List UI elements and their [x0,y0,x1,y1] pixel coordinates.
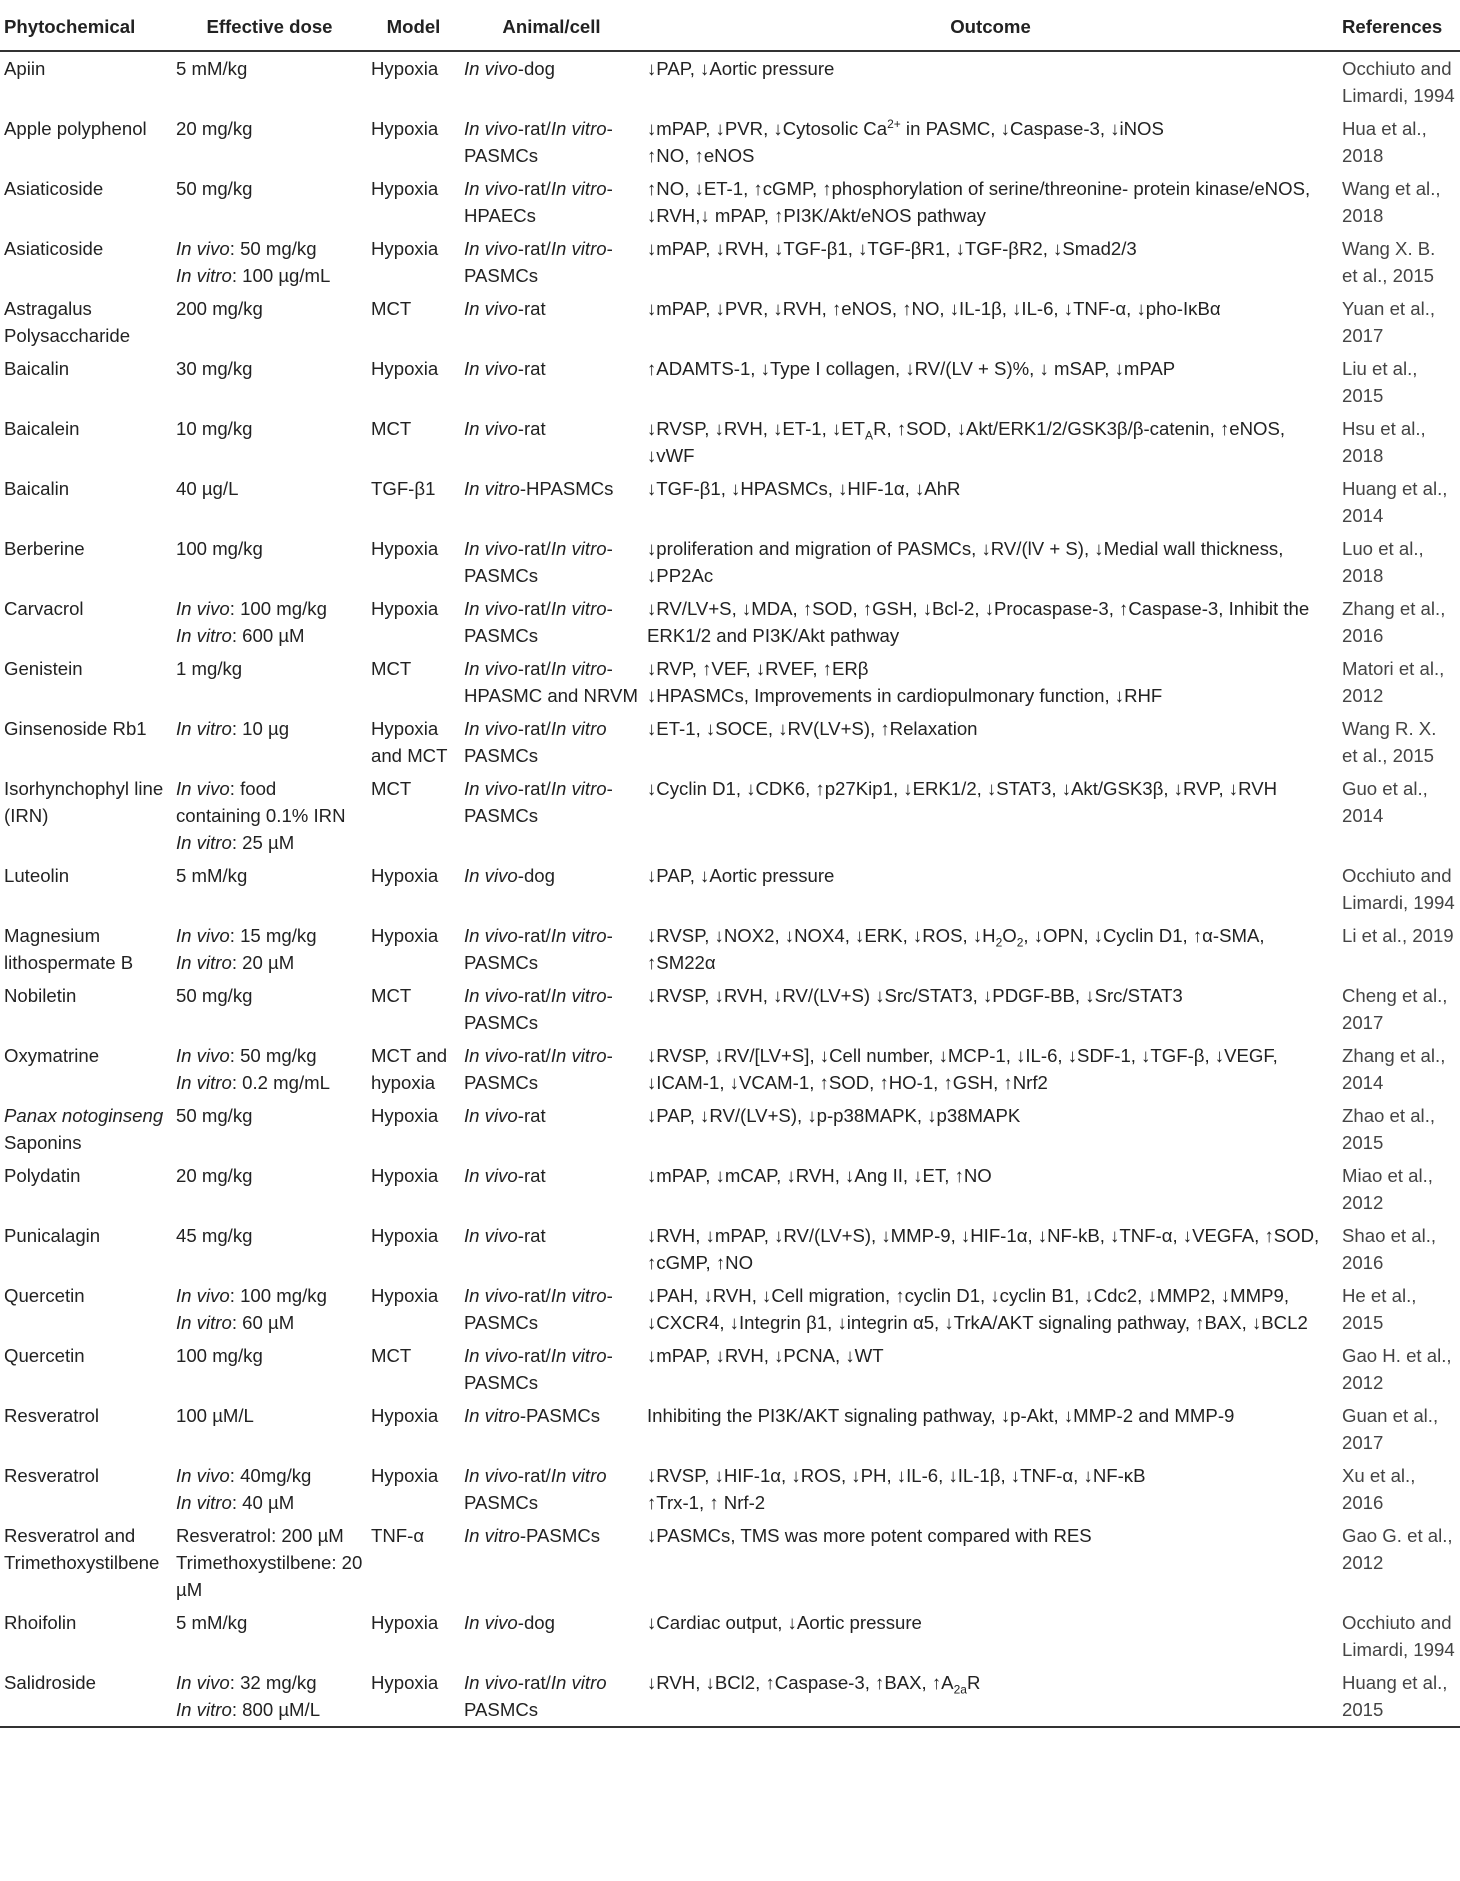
cell-effective-dose: 200 mg/kg [176,298,263,319]
cell-animal-cell: In vivo-dog [464,1612,555,1633]
cell-animal-cell: In vivo-rat [464,358,546,379]
cell-effective-dose: 5 mM/kg [176,58,248,79]
cell-reference: Hsu et al., 2018 [1342,418,1426,466]
cell-effective-dose: Resveratrol: 200 µM Trimethoxystilbene: 20 µM [176,1525,363,1600]
cell-model: MCT and hypoxia [371,1045,448,1093]
table-row [0,919,1460,979]
header-row [0,0,1460,51]
table-row [0,979,1460,1039]
header-phytochemical: Phytochemical [4,15,136,37]
cell-effective-dose: 10 mg/kg [176,418,253,439]
cell-model: Hypoxia [371,1672,439,1693]
cell-model: Hypoxia [371,58,439,79]
cell-model: MCT [371,985,412,1006]
cell-phytochemical: Apple polyphenol [4,118,147,139]
cell-model: Hypoxia [371,538,439,559]
cell-effective-dose: In vivo: 15 mg/kg In vitro: 20 µM [176,925,317,973]
table-row [0,172,1460,232]
cell-phytochemical: Baicalin [4,358,70,379]
table-row [0,592,1460,652]
cell-animal-cell: In vivo-rat/In vitro-PASMCs [464,238,613,286]
cell-effective-dose: In vivo: 40mg/kg In vitro: 40 µM [176,1465,312,1513]
cell-model: Hypoxia [371,1405,439,1426]
cell-phytochemical: Nobiletin [4,985,77,1006]
table-row [0,51,1460,112]
cell-animal-cell: In vivo-rat/In vitro-PASMCs [464,598,613,646]
cell-model: Hypoxia [371,1612,439,1633]
cell-phytochemical: Quercetin [4,1285,85,1306]
table-row [0,1099,1460,1159]
cell-model: Hypoxia and MCT [371,718,448,766]
cell-model: MCT [371,298,412,319]
cell-outcome: ↓mPAP, ↓RVH, ↓PCNA, ↓WT [647,1345,884,1366]
table-row [0,1159,1460,1219]
cell-reference: Hua et al., 2018 [1342,118,1427,166]
cell-animal-cell: In vivo-rat [464,1165,546,1186]
cell-animal-cell: In vivo-rat/In vitro-HPAECs [464,178,613,226]
cell-animal-cell: In vivo-dog [464,58,555,79]
cell-phytochemical: Panax notoginseng Saponins [4,1105,164,1153]
cell-outcome: ↓RVSP, ↓HIF-1α, ↓ROS, ↓PH, ↓IL-6, ↓IL-1β, ↓TNF-α, ↓NF-κB ↑Trx-1, ↑ Nrf-2 [647,1465,1146,1513]
cell-phytochemical: Resveratrol [4,1465,100,1486]
table-row [0,1339,1460,1399]
cell-model: MCT [371,418,412,439]
table-row [0,472,1460,532]
cell-outcome: ↑ADAMTS-1, ↓Type I collagen, ↓RV/(LV + S)%, ↓ mSAP, ↓mPAP [647,358,1176,379]
cell-reference: Guo et al., 2014 [1342,778,1428,826]
cell-model: Hypoxia [371,925,439,946]
cell-effective-dose: 100 µM/L [176,1405,254,1426]
table-row [0,412,1460,472]
cell-reference: Miao et al., 2012 [1342,1165,1433,1213]
cell-animal-cell: In vivo-rat/In vitro-PASMCs [464,985,613,1033]
cell-phytochemical: Resveratrol and Trimethoxystilbene [4,1525,160,1573]
table-row [0,352,1460,412]
cell-model: Hypoxia [371,238,439,259]
cell-phytochemical: Baicalin [4,478,70,499]
cell-reference: Li et al., 2019 [1342,925,1454,946]
cell-effective-dose: In vivo: 100 mg/kg In vitro: 60 µM [176,1285,327,1333]
cell-outcome: ↓mPAP, ↓mCAP, ↓RVH, ↓Ang II, ↓ET, ↑NO [647,1165,992,1186]
cell-animal-cell: In vivo-rat/In vitro-HPASMC and NRVM [464,658,638,706]
cell-reference: Yuan et al., 2017 [1342,298,1436,346]
cell-phytochemical: Luteolin [4,865,70,886]
cell-animal-cell: In vivo-rat/In vitro-PASMCs [464,538,613,586]
cell-model: Hypoxia [371,1465,439,1486]
cell-outcome: ↓PAP, ↓Aortic pressure [647,865,835,886]
table-row [0,1279,1460,1339]
cell-effective-dose: 100 mg/kg [176,1345,263,1366]
cell-model: Hypoxia [371,118,439,139]
table-row [0,652,1460,712]
cell-outcome: ↓RVH, ↓mPAP, ↓RV/(LV+S), ↓MMP-9, ↓HIF-1α, ↓NF-kB, ↓TNF-α, ↓VEGFA, ↑SOD, ↑cGMP, ↑NO [647,1225,1320,1273]
cell-reference: Occhiuto and Limardi, 1994 [1342,58,1455,106]
cell-effective-dose: 50 mg/kg [176,178,253,199]
cell-reference: Liu et al., 2015 [1342,358,1418,406]
cell-animal-cell: In vitro-HPASMCs [464,478,614,499]
cell-phytochemical: Asiaticoside [4,238,104,259]
cell-reference: Huang et al., 2015 [1342,1672,1448,1720]
header-animal-cell: Animal/cell [502,15,601,37]
cell-animal-cell: In vivo-rat/In vitro PASMCs [464,1672,607,1720]
cell-phytochemical: Baicalein [4,418,80,439]
cell-model: MCT [371,778,412,799]
cell-reference: Luo et al., 2018 [1342,538,1424,586]
cell-outcome: ↓mPAP, ↓PVR, ↓Cytosolic $Ca^{2+}$ in PASMC, ↓Caspase-3, ↓iNOS ↑NO, ↑eNOS [647,116,1164,166]
cell-model: MCT [371,658,412,679]
cell-reference: Occhiuto and Limardi, 1994 [1342,865,1455,913]
cell-animal-cell: In vivo-rat [464,418,546,439]
cell-outcome: ↓TGF-β1, ↓HPASMCs, ↓HIF-1α, ↓AhR [647,478,961,499]
table-row [0,1666,1460,1727]
cell-reference: Cheng et al., 2017 [1342,985,1448,1033]
cell-effective-dose: In vivo: 32 mg/kg In vitro: 800 µM/L [176,1672,321,1720]
cell-outcome: ↓RVH, ↓BCl2, ↑Caspase-3, ↑BAX, $↑A_{2a}R$ [647,1672,981,1697]
table-body [0,51,1460,1727]
cell-phytochemical: Berberine [4,538,85,559]
cell-model: Hypoxia [371,1285,439,1306]
cell-phytochemical: Apiin [4,58,46,79]
cell-phytochemical: Salidroside [4,1672,96,1693]
cell-effective-dose: In vivo: 50 mg/kg In vitro: 0.2 mg/mL [176,1045,330,1093]
cell-effective-dose: 1 mg/kg [176,658,243,679]
header-references: References [1342,15,1443,37]
cell-effective-dose: 5 mM/kg [176,1612,248,1633]
cell-model: MCT [371,1345,412,1366]
cell-outcome: ↓Cardiac output, ↓Aortic pressure [647,1612,922,1633]
cell-animal-cell: In vitro-PASMCs [464,1525,601,1546]
cell-outcome: ↓RVSP, ↓NOX2, ↓NOX4, ↓ERK, ↓ROS, $↓H_2O_2$, ↓OPN, ↓Cyclin D1, ↑α-SMA, ↑SM22α [647,925,1265,973]
cell-outcome: ↓PAH, ↓RVH, ↓Cell migration, ↑cyclin D1, ↓cyclin B1, ↓Cdc2, ↓MMP2, ↓MMP9, ↓CXCR4, ↓Integrin β1, ↓integrin α5, ↓TrkA/AKT signaling pathway, ↑BAX, ↓BCL2 [647,1285,1308,1333]
cell-model: Hypoxia [371,1225,439,1246]
cell-model: Hypoxia [371,598,439,619]
cell-reference: Wang et al., 2018 [1342,178,1441,226]
cell-phytochemical: Rhoifolin [4,1612,77,1633]
cell-outcome: ↓ET-1, ↓SOCE, ↓RV(LV+S), ↑Relaxation [647,718,978,739]
cell-animal-cell: In vivo-rat [464,298,546,319]
cell-animal-cell: In vivo-rat [464,1225,546,1246]
table-row [0,292,1460,352]
cell-outcome: ↓RVSP, ↓RVH, ↓ET-1, $↓ET_AR$, ↑SOD, ↓Akt/ERK1/2/GSK3β/β-catenin, ↑eNOS, ↓vWF [647,418,1286,466]
cell-outcome: Inhibiting the PI3K/AKT signaling pathway, ↓p-Akt, ↓MMP-2 and MMP-9 [647,1405,1235,1426]
cell-animal-cell: In vivo-rat [464,1105,546,1126]
cell-animal-cell: In vivo-rat/In vitro-PASMCs [464,1285,613,1333]
cell-phytochemical: Oxymatrine [4,1045,100,1066]
cell-phytochemical: Resveratrol [4,1405,100,1426]
cell-model: TGF-β1 [371,478,436,499]
cell-model: Hypoxia [371,1105,439,1126]
table-row [0,1219,1460,1279]
cell-effective-dose: 20 mg/kg [176,118,253,139]
cell-effective-dose: In vitro: 10 µg [176,718,290,739]
cell-model: Hypoxia [371,865,439,886]
cell-reference: Gao H. et al., 2012 [1342,1345,1452,1393]
cell-phytochemical: Quercetin [4,1345,85,1366]
cell-reference: Zhang et al., 2014 [1342,1045,1446,1093]
table-row [0,1459,1460,1519]
table-row [0,1399,1460,1459]
cell-phytochemical: Carvacrol [4,598,84,619]
cell-reference: Shao et al., 2016 [1342,1225,1437,1273]
cell-reference: Occhiuto and Limardi, 1994 [1342,1612,1455,1660]
header-model: Model [386,15,441,37]
cell-outcome: ↓RVSP, ↓RV/[LV+S], ↓Cell number, ↓MCP-1, ↓IL-6, ↓SDF-1, ↓TGF-β, ↓VEGF, ↓ICAM-1, ↓VCAM-1, ↑SOD, ↑HO-1, ↑GSH, ↑Nrf2 [647,1045,1278,1093]
cell-phytochemical: Polydatin [4,1165,81,1186]
cell-phytochemical: Isorhynchophyl line (IRN) [4,778,164,826]
cell-animal-cell: In vivo-rat/In vitro-PASMCs [464,778,613,826]
header-outcome: Outcome [950,15,1031,37]
cell-reference: Zhang et al., 2016 [1342,598,1446,646]
cell-reference: Huang et al., 2014 [1342,478,1448,526]
cell-phytochemical: Asiaticoside [4,178,104,199]
table-row [0,859,1460,919]
cell-outcome: ↓RVSP, ↓RVH, ↓RV/(LV+S) ↓Src/STAT3, ↓PDGF-BB, ↓Src/STAT3 [647,985,1183,1006]
header-effective-dose: Effective dose [206,15,333,37]
cell-effective-dose: In vivo: 100 mg/kg In vitro: 600 µM [176,598,327,646]
cell-animal-cell: In vitro-PASMCs [464,1405,601,1426]
cell-model: Hypoxia [371,358,439,379]
cell-reference: Wang X. B. et al., 2015 [1342,238,1436,286]
table-row [0,112,1460,172]
cell-outcome: ↓RV/LV+S, ↓MDA, ↑SOD, ↑GSH, ↓Bcl-2, ↓Procaspase-3, ↑Caspase-3, Inhibit the ERK1/2 and PI3K/Akt pathway [647,598,1310,646]
cell-reference: Xu et al., 2016 [1342,1465,1416,1513]
cell-outcome: ↓PAP, ↓RV/(LV+S), ↓p-p38MAPK, ↓p38MAPK [647,1105,1021,1126]
cell-effective-dose: In vivo: 50 mg/kg In vitro: 100 µg/mL [176,238,331,286]
cell-outcome: ↓mPAP, ↓PVR, ↓RVH, ↑eNOS, ↑NO, ↓IL-1β, ↓IL-6, ↓TNF-α, ↓pho-IκBα [647,298,1221,319]
cell-animal-cell: In vivo-dog [464,865,555,886]
cell-effective-dose: 45 mg/kg [176,1225,253,1246]
cell-model: Hypoxia [371,1165,439,1186]
cell-outcome: ↓PAP, ↓Aortic pressure [647,58,835,79]
cell-reference: Wang R. X. et al., 2015 [1342,718,1437,766]
cell-reference: Guan et al., 2017 [1342,1405,1439,1453]
table-row [0,712,1460,772]
cell-phytochemical: Punicalagin [4,1225,101,1246]
cell-effective-dose: 40 µg/L [176,478,239,499]
cell-phytochemical: Astragalus Polysaccharide [4,298,131,346]
cell-effective-dose: 100 mg/kg [176,538,263,559]
cell-outcome: ↓Cyclin D1, ↓CDK6, ↑p27Kip1, ↓ERK1/2, ↓STAT3, ↓Akt/GSK3β, ↓RVP, ↓RVH [647,778,1278,799]
table-row [0,232,1460,292]
cell-reference: Matori et al., 2012 [1342,658,1445,706]
cell-effective-dose: In vivo: food containing 0.1% IRN In vitro: 25 µM [176,778,346,853]
cell-outcome: ↓mPAP, ↓RVH, ↓TGF-β1, ↓TGF-βR1, ↓TGF-βR2, ↓Smad2/3 [647,238,1137,259]
table-header [0,0,1460,51]
cell-effective-dose: 20 mg/kg [176,1165,253,1186]
cell-outcome: ↓PASMCs, TMS was more potent compared with RES [647,1525,1092,1546]
cell-reference: Gao G. et al., 2012 [1342,1525,1453,1573]
cell-outcome: ↓proliferation and migration of PASMCs, ↓RV/(lV + S), ↓Medial wall thickness, ↓PP2Ac [647,538,1284,586]
cell-animal-cell: In vivo-rat/In vitro PASMCs [464,718,607,766]
cell-effective-dose: 5 mM/kg [176,865,248,886]
cell-phytochemical: Magnesium lithospermate B [4,925,134,973]
cell-model: TNF-α [371,1525,425,1546]
cell-model: Hypoxia [371,178,439,199]
cell-outcome: ↑NO, ↓ET-1, ↑cGMP, ↑phosphorylation of serine/threonine- protein kinase/eNOS, ↓RVH,↓ mPAP, ↑PI3K/Akt/eNOS pathway [647,178,1311,226]
cell-animal-cell: In vivo-rat/In vitro-PASMCs [464,118,613,166]
cell-effective-dose: 30 mg/kg [176,358,253,379]
table-row [0,1039,1460,1099]
cell-phytochemical: Ginsenoside Rb1 [4,718,147,739]
cell-outcome: ↓RVP, ↑VEF, ↓RVEF, ↑ERβ ↓HPASMCs, Improvements in cardiopulmonary function, ↓RHF [647,658,1163,706]
cell-effective-dose: 50 mg/kg [176,1105,253,1126]
cell-reference: Zhao et al., 2015 [1342,1105,1436,1153]
table-row [0,1519,1460,1606]
cell-animal-cell: In vivo-rat/In vitro-PASMCs [464,1345,613,1393]
cell-animal-cell: In vivo-rat/In vitro-PASMCs [464,925,613,973]
table-row [0,772,1460,859]
cell-reference: He et al., 2015 [1342,1285,1417,1333]
table-row [0,532,1460,592]
cell-phytochemical: Genistein [4,658,83,679]
cell-animal-cell: In vivo-rat/In vitro-PASMCs [464,1045,613,1093]
cell-effective-dose: 50 mg/kg [176,985,253,1006]
table-row [0,1606,1460,1666]
cell-animal-cell: In vivo-rat/In vitro PASMCs [464,1465,607,1513]
